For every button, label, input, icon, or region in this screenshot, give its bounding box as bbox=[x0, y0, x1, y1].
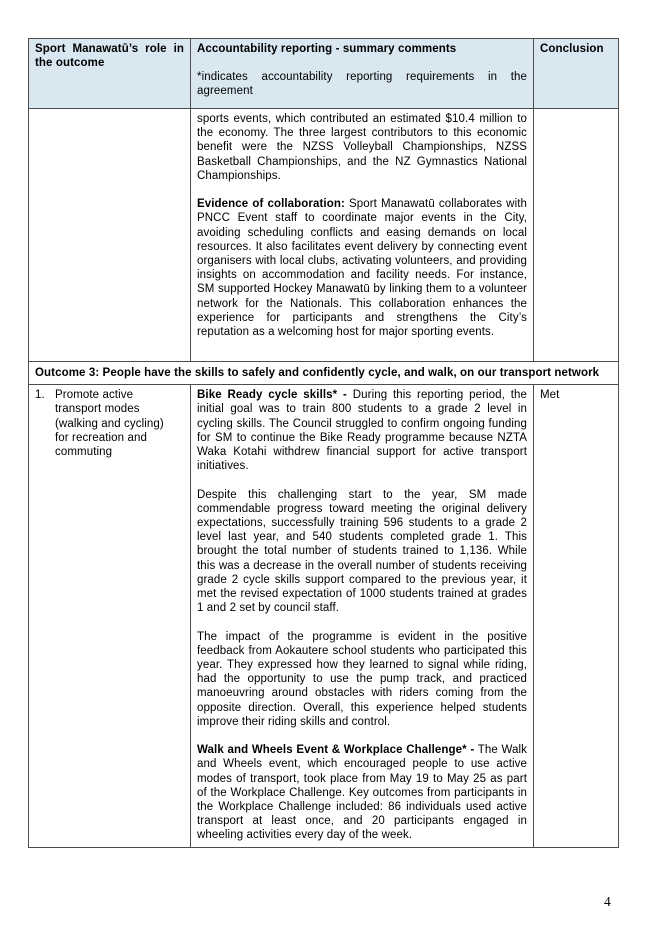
paragraph bbox=[197, 197, 527, 339]
page-number: 4 bbox=[604, 894, 611, 909]
header-cell-conclusion bbox=[534, 39, 619, 109]
header-cell-role bbox=[29, 39, 191, 109]
header-accountability-label: Accountability reporting - summary comments bbox=[197, 43, 457, 55]
conclusion-value: Met bbox=[540, 389, 560, 402]
paragraph: sports events, which contributed an estimated $10.4 million to the economy. The three largest contributors to this economic benefit were the NZSS Volleyball Championships, NZSS Basketball Championships, and the NZ Gymnastics National Championships. bbox=[197, 113, 527, 182]
paragraph: The impact of the programme is evident in the positive feedback from Aokautere school students who participated this year. They expressed how they learned to signal while riding, had the opportunity to use the pump track, and practiced manoeuvring around obstacles with riders coming from the opposite direction. Overall, this experience helped students improve their riding skills and control. bbox=[197, 630, 527, 728]
header-accountability-note: *indicates accountability reporting requirements in the agreement bbox=[197, 71, 527, 98]
paragraph bbox=[197, 388, 527, 473]
outcome-row bbox=[29, 362, 619, 385]
list-item-number: 1. bbox=[35, 389, 45, 402]
item-conclusion-cell bbox=[534, 385, 619, 847]
continuation-conclusion-cell bbox=[534, 109, 619, 362]
paragraph-lead-bold: Walk and Wheels Event & Workplace Challenge* - bbox=[197, 744, 475, 757]
header-role-label: Sport Manawatū’s role in the outcome bbox=[35, 43, 184, 70]
paragraph bbox=[197, 743, 527, 842]
paragraph-lead-bold: Evidence of collaboration: bbox=[197, 198, 345, 211]
accountability-table bbox=[28, 38, 619, 848]
paragraph-lead-bold: Bike Ready cycle skills* - bbox=[197, 389, 347, 402]
paragraph-body: During this reporting period, the initial goal was to train 800 students to a grade 2 level in cycling skills. The Council struggled to confirm ongoing funding for SM to continue the Bike Ready programme because NZTA Waka Kotahi withdrew financial support for active transport initiatives. bbox=[197, 389, 528, 473]
item-row bbox=[29, 385, 619, 847]
item-comments-cell bbox=[191, 385, 534, 847]
header-conclusion-label: Conclusion bbox=[540, 43, 604, 55]
item-role-cell bbox=[29, 385, 191, 847]
table-header-row bbox=[29, 39, 619, 109]
continuation-comments-cell bbox=[191, 109, 534, 362]
list-item-text: Promote active transport modes (walking and cycling) for recreation and commuting bbox=[55, 389, 164, 459]
paragraph: Despite this challenging start to the year, SM made commendable progress toward meeting the original delivery expectations, successfully training 596 students to a grade 2 level last year, and 540 students completed grade 1. This brought the total number of students trained to 1,136. While this was a decrease in the overall number of students receiving grade 2 cycle skills support compared to the previous year, it met the revised expectation of 1000 students trained at grades 1 and 2 set by council staff. bbox=[197, 488, 527, 615]
paragraph-body: The Walk and Wheels event, which encouraged people to use active modes of transport, took place from May 19 to May 25 as part of the Workplace Challenge. Key outcomes from participants in the Workplace Challenge included: 86 individuals used active transport at least once, and 20 participants engaged in wheeling activities every day of the week. bbox=[197, 744, 527, 842]
numbered-list-item bbox=[35, 388, 184, 459]
paragraph-body: Sport Manawatū collaborates with PNCC Event staff to coordinate major events in the City, avoiding scheduling conflicts and easing demands on local resources. It also facilitates event delivery by connecting event organisers with local clubs, activating volunteers, and providing insights on accommodation and facility needs. For instance, SM supported Hockey Manawatū by linking them to a volunteer network for the Nationals. This collaboration enhances the experience for participants and strengthens the City’s reputation as a welcoming host for major sporting events. bbox=[197, 198, 528, 339]
outcome-cell: Outcome 3: People have the skills to safely and confidently cycle, and walk, on our transport network bbox=[29, 362, 619, 385]
continuation-role-cell bbox=[29, 109, 191, 362]
header-cell-accountability bbox=[191, 39, 534, 109]
continuation-row bbox=[29, 109, 619, 362]
